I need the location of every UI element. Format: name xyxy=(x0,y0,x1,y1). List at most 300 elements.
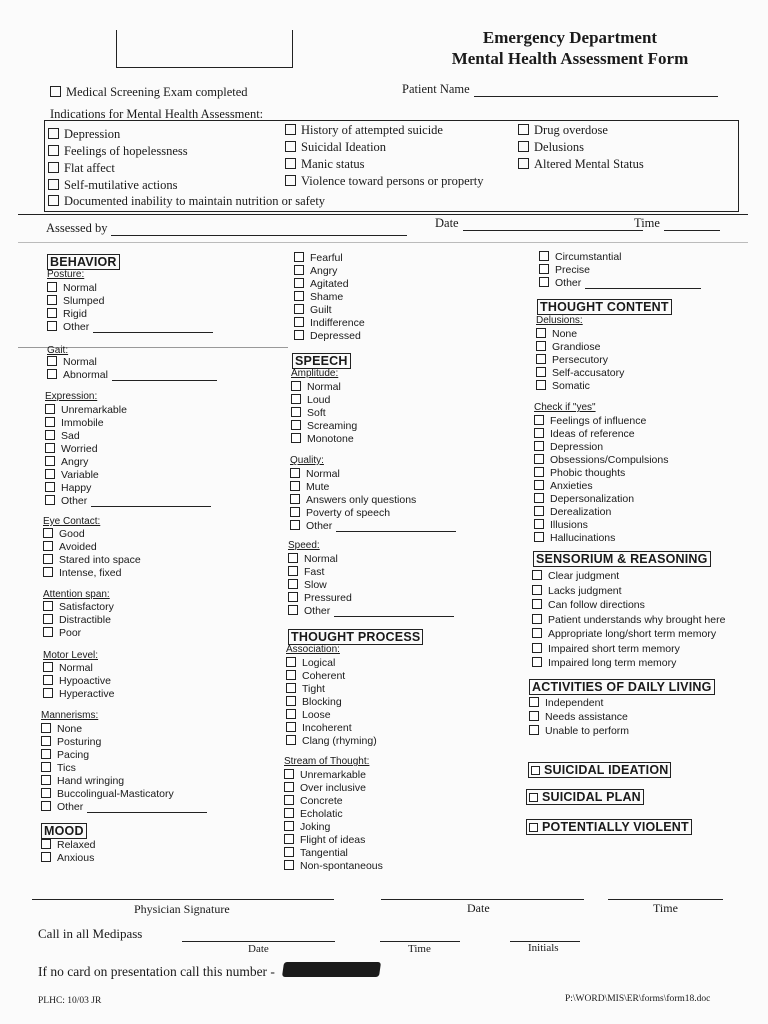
checkbox-icon xyxy=(532,570,542,580)
mannerism-other[interactable] xyxy=(41,801,207,813)
indication-suicidal-ideation[interactable] xyxy=(285,140,386,155)
gait-abnormal[interactable] xyxy=(47,369,217,381)
association-coherent[interactable] xyxy=(286,670,345,682)
thought-content-feelings-of-influence[interactable] xyxy=(534,415,646,427)
checkbox-label: Violence toward persons or property xyxy=(301,174,484,188)
checkbox-label: Tics xyxy=(57,762,76,774)
eye-contact-avoided[interactable] xyxy=(43,541,97,553)
checkbox-label: Hand wringing xyxy=(57,775,125,787)
mannerism-buccolingual-masticatory[interactable] xyxy=(41,788,174,800)
checkbox-icon xyxy=(286,657,296,667)
checkbox-label: Abnormal xyxy=(63,369,108,381)
posture-rigid[interactable] xyxy=(47,308,87,320)
motor-normal[interactable] xyxy=(43,662,93,674)
thought-process-circumstantial[interactable] xyxy=(539,251,622,263)
sensorium-impaired-long-term-memory[interactable] xyxy=(532,657,676,669)
eye-contact-label: Eye Contact: xyxy=(43,516,101,527)
checkbox-label: Circumstantial xyxy=(555,251,622,263)
association-blocking[interactable] xyxy=(286,696,342,708)
speed-normal[interactable] xyxy=(288,553,338,565)
checkbox-icon xyxy=(47,308,57,318)
checkbox-label: Depersonalization xyxy=(550,493,635,505)
sensorium-lacks-judgment[interactable] xyxy=(532,585,622,597)
checkbox-icon xyxy=(288,566,298,576)
mood-relaxed[interactable] xyxy=(41,839,96,851)
medipass-date-line xyxy=(182,941,335,942)
indication-depression[interactable] xyxy=(48,127,120,142)
checkbox-label: Altered Mental Status xyxy=(534,157,644,171)
checkbox-label: Other xyxy=(304,605,331,617)
quality-label: Quality: xyxy=(290,455,324,466)
amplitude-soft[interactable] xyxy=(291,407,326,419)
no-card-label xyxy=(38,964,275,980)
mood-anxious[interactable] xyxy=(41,852,94,864)
mannerism-tics[interactable] xyxy=(41,762,76,774)
checkbox-label: Patient understands why brought here xyxy=(548,613,726,626)
checkbox-label: Hyperactive xyxy=(59,688,115,700)
eye-contact-good[interactable] xyxy=(43,528,85,540)
checkbox-icon xyxy=(47,356,57,366)
other-input-line[interactable] xyxy=(112,380,217,381)
delusion-somatic[interactable] xyxy=(536,380,590,392)
checkbox-icon xyxy=(284,847,294,857)
checkbox-label: None xyxy=(57,723,83,735)
checkbox-label: Non-spontaneous xyxy=(300,860,383,872)
checkbox-icon xyxy=(43,554,53,564)
speed-slow[interactable] xyxy=(288,579,327,591)
stream-over-inclusive[interactable] xyxy=(284,782,366,794)
sensorium-patient-understands-why-brought-here[interactable] xyxy=(532,614,725,626)
thought-content-ideas-of-reference[interactable] xyxy=(534,428,635,440)
checkbox-icon xyxy=(45,482,55,492)
checkbox-icon xyxy=(285,158,296,169)
checkbox-icon xyxy=(48,162,59,173)
patient-name-field[interactable] xyxy=(402,82,718,97)
checkbox-icon xyxy=(41,762,51,772)
checkbox-icon xyxy=(534,493,544,503)
checkbox-label: Normal xyxy=(307,381,341,393)
date-line xyxy=(381,899,584,900)
checkbox-label: Screaming xyxy=(307,420,358,432)
checkbox-label: Incoherent xyxy=(302,722,352,734)
checkbox-icon xyxy=(284,821,294,831)
stream-flight-of-ideas[interactable] xyxy=(284,834,365,846)
mood-fearful[interactable] xyxy=(294,252,343,264)
adl-independent[interactable] xyxy=(529,697,603,709)
checkbox-icon xyxy=(286,709,296,719)
checkbox-icon xyxy=(532,657,542,667)
mood-indifference[interactable] xyxy=(294,317,365,329)
checkbox-label: Other xyxy=(61,495,88,507)
checkbox-icon xyxy=(532,585,542,595)
quality-normal[interactable] xyxy=(290,468,340,480)
amplitude-loud[interactable] xyxy=(291,394,330,406)
checkbox-icon xyxy=(536,367,546,377)
thought-content-illusions[interactable] xyxy=(534,519,588,531)
checkbox-icon xyxy=(286,735,296,745)
checkbox-icon xyxy=(288,605,298,615)
checkbox-label: Impaired long term memory xyxy=(548,657,677,669)
checkbox-label: Joking xyxy=(300,821,331,833)
checkbox-label: Normal xyxy=(59,662,93,674)
checkbox-label: Buccolingual-Masticatory xyxy=(57,788,174,800)
checkbox-label: Concrete xyxy=(300,795,343,807)
checkbox-icon xyxy=(43,688,53,698)
potentially-violent-checkbox[interactable] xyxy=(526,819,692,835)
checkbox-icon xyxy=(534,519,544,529)
indication-self-mutilative-actions[interactable] xyxy=(48,178,178,193)
thought-content-derealization[interactable] xyxy=(534,506,611,518)
expression-unremarkable[interactable] xyxy=(45,404,127,416)
expression-immobile[interactable] xyxy=(45,417,104,429)
checkbox-icon xyxy=(284,808,294,818)
indication-nutrition-safety[interactable] xyxy=(48,194,325,209)
indication-label: Documented inability to maintain nutrition or safety xyxy=(64,194,326,208)
checkbox-label: Feelings of influence xyxy=(550,415,647,427)
checkbox-label: Satisfactory xyxy=(59,601,114,613)
checkbox-label: Tangential xyxy=(300,847,348,859)
check-if-yes-label: Check if "yes" xyxy=(534,402,596,413)
amplitude-monotone[interactable] xyxy=(291,433,354,445)
checkbox-icon xyxy=(41,749,51,759)
checkbox-icon xyxy=(294,330,304,340)
checkbox-icon xyxy=(294,291,304,301)
mood-header: MOOD xyxy=(41,823,87,839)
expression-other[interactable] xyxy=(45,495,211,507)
checkbox-label: Variable xyxy=(61,469,99,481)
association-loose[interactable] xyxy=(286,709,331,721)
checkbox-icon xyxy=(47,321,57,331)
patient-name-label: Patient Name xyxy=(402,82,470,96)
speed-fast[interactable] xyxy=(288,566,324,578)
medipass-date-label: Date xyxy=(248,943,269,955)
checkbox-icon xyxy=(291,381,301,391)
checkbox-label: Depression xyxy=(64,127,121,141)
sensorium-reasoning-header: SENSORIUM & REASONING xyxy=(533,551,711,567)
association-tight[interactable] xyxy=(286,683,325,695)
stream-tangential[interactable] xyxy=(284,847,348,859)
checkbox-icon xyxy=(41,839,51,849)
checkbox-icon xyxy=(291,407,301,417)
suicidal-plan-checkbox[interactable] xyxy=(526,789,644,805)
checkbox-icon xyxy=(534,532,544,542)
eye-contact-stared-into-space[interactable] xyxy=(43,554,141,566)
checkbox-label: Self-accusatory xyxy=(552,367,625,379)
thought-process-other[interactable] xyxy=(539,277,701,289)
sensorium-impaired-short-term-memory[interactable] xyxy=(532,643,680,655)
checkbox-icon xyxy=(45,417,55,427)
speed-label: Speed: xyxy=(288,540,320,551)
checkbox-label: Independent xyxy=(545,697,604,709)
checkbox-icon xyxy=(285,141,296,152)
checkbox-label: Obsessions/Compulsions xyxy=(550,454,669,466)
stream-echolatic[interactable] xyxy=(284,808,343,820)
checkbox-label: Drug overdose xyxy=(534,123,608,137)
stream-non-spontaneous[interactable] xyxy=(284,860,383,872)
posture-slumped[interactable] xyxy=(47,295,104,307)
speed-pressured[interactable] xyxy=(288,592,352,604)
checkbox-label: Hallucinations xyxy=(550,532,616,544)
checkbox-icon xyxy=(532,643,542,653)
signature-line xyxy=(32,899,334,900)
checkbox-icon xyxy=(539,251,549,261)
adl-unable-to-perform[interactable] xyxy=(529,725,629,737)
thought-content-obsessions-compulsions[interactable] xyxy=(534,454,668,466)
checkbox-icon xyxy=(43,541,53,551)
association-logical[interactable] xyxy=(286,657,335,669)
checkbox-icon xyxy=(294,265,304,275)
checkbox-icon xyxy=(45,469,55,479)
checkbox-label: Immobile xyxy=(61,417,104,429)
checkbox-icon xyxy=(285,175,296,186)
checkbox-icon xyxy=(41,723,51,733)
checkbox-icon xyxy=(284,782,294,792)
checkbox-label: Avoided xyxy=(59,541,97,553)
sensorium-appropriate-long-short-term-memory[interactable] xyxy=(532,628,716,640)
thought-content-hallucinations[interactable] xyxy=(534,532,615,544)
checkbox-icon xyxy=(41,801,51,811)
checkbox-icon xyxy=(294,304,304,314)
indication-manic-status[interactable] xyxy=(285,157,365,172)
other-input-line[interactable] xyxy=(585,288,701,289)
signature-time-label: Time xyxy=(653,901,678,915)
checkbox-label: Somatic xyxy=(552,380,590,392)
indication-history-of-attempted-suicide[interactable] xyxy=(285,123,443,138)
checkbox-icon xyxy=(284,769,294,779)
checkbox-label: Poverty of speech xyxy=(306,507,391,519)
checkbox-icon xyxy=(47,369,57,379)
checkbox-label: Answers only questions xyxy=(306,494,417,506)
indications-label: Indications for Mental Health Assessment: xyxy=(50,107,264,121)
checkbox-label: Other xyxy=(555,277,582,289)
checkbox-label: Illusions xyxy=(550,519,588,531)
attention-distractible[interactable] xyxy=(43,614,111,626)
medipass-time-line xyxy=(380,941,460,942)
checkbox-label: Slumped xyxy=(63,295,105,307)
checkbox-label: Loose xyxy=(302,709,331,721)
medical-screening-checkbox[interactable] xyxy=(50,85,248,100)
indication-feelings-of-hopelessness[interactable] xyxy=(48,144,188,159)
other-input-line[interactable] xyxy=(87,812,207,813)
checkbox-label: Phobic thoughts xyxy=(550,467,626,479)
sensorium-can-follow-directions[interactable] xyxy=(532,599,645,611)
other-input-line[interactable] xyxy=(93,332,213,333)
checkbox-icon xyxy=(50,86,61,97)
quality-answers-only-questions[interactable] xyxy=(290,494,416,506)
quality-mute[interactable] xyxy=(290,481,329,493)
indication-drug-overdose[interactable] xyxy=(518,123,608,138)
checkbox-label: Grandiose xyxy=(552,341,601,353)
thought-content-anxieties[interactable] xyxy=(534,480,593,492)
attention-satisfactory[interactable] xyxy=(43,601,114,613)
checkbox-label: Angry xyxy=(310,265,338,277)
adl-needs-assistance[interactable] xyxy=(529,711,628,723)
checkbox-icon xyxy=(534,428,544,438)
motor-hyperactive[interactable] xyxy=(43,688,114,700)
stream-joking[interactable] xyxy=(284,821,330,833)
thought-process-precise[interactable] xyxy=(539,264,590,276)
checkbox-icon xyxy=(48,128,59,139)
checkbox-label: Echolatic xyxy=(300,808,343,820)
checkbox-icon xyxy=(41,852,51,862)
assessed-time-field[interactable] xyxy=(634,216,720,231)
activities-daily-living-header: ACTIVITIES OF DAILY LIVING xyxy=(529,679,715,695)
association-incoherent[interactable] xyxy=(286,722,352,734)
mood-shame[interactable] xyxy=(294,291,343,303)
association-label: Association: xyxy=(286,644,340,655)
checkbox-icon xyxy=(41,736,51,746)
indication-altered-mental-status[interactable] xyxy=(518,157,644,172)
potentially-violent-label: POTENTIALLY VIOLENT xyxy=(542,820,689,834)
checkbox-label: Delusions xyxy=(534,140,584,154)
checkbox-label: Pressured xyxy=(304,592,352,604)
checkbox-label: Flat affect xyxy=(64,161,115,175)
checkbox-label: Anxious xyxy=(57,852,95,864)
checkbox-label: Intense, fixed xyxy=(59,567,122,579)
quality-poverty-of-speech[interactable] xyxy=(290,507,390,519)
checkbox-label: Stared into space xyxy=(59,554,141,566)
delusion-grandiose[interactable] xyxy=(536,341,600,353)
delusion-self-accusatory[interactable] xyxy=(536,367,624,379)
checkbox-icon xyxy=(48,195,59,206)
expression-variable[interactable] xyxy=(45,469,99,481)
plhc-code: PLHC: 10/03 JR xyxy=(38,996,102,1006)
medipass-initials-label: Initials xyxy=(528,942,559,954)
checkbox-label: Tight xyxy=(302,683,325,695)
checkbox-label: Normal xyxy=(304,553,338,565)
checkbox-icon xyxy=(288,592,298,602)
mannerism-pacing[interactable] xyxy=(41,749,89,761)
checkbox-icon xyxy=(286,670,296,680)
other-input-line[interactable] xyxy=(334,616,454,617)
checkbox-label: Rigid xyxy=(63,308,87,320)
checkbox-icon xyxy=(529,793,538,802)
mannerism-posturing[interactable] xyxy=(41,736,101,748)
mannerism-hand-wringing[interactable] xyxy=(41,775,124,787)
checkbox-label: Can follow directions xyxy=(548,599,645,611)
checkbox-icon xyxy=(531,766,540,775)
indication-violence-toward-persons-or-property[interactable] xyxy=(285,174,484,189)
checkbox-icon xyxy=(45,495,55,505)
suicidal-ideation-label: SUICIDAL IDEATION xyxy=(544,763,669,777)
mood-guilt[interactable] xyxy=(294,304,332,316)
checkbox-icon xyxy=(536,380,546,390)
checkbox-icon xyxy=(536,341,546,351)
checkbox-icon xyxy=(529,823,538,832)
checkbox-label: Unremarkable xyxy=(61,404,127,416)
expression-happy[interactable] xyxy=(45,482,91,494)
checkbox-icon xyxy=(45,430,55,440)
expression-angry[interactable] xyxy=(45,456,88,468)
amplitude-screaming[interactable] xyxy=(291,420,357,432)
checkbox-icon xyxy=(529,697,539,707)
checkbox-label: Agitated xyxy=(310,278,349,290)
title-line-2: Mental Health Assessment Form xyxy=(451,49,689,68)
checkbox-label: Happy xyxy=(61,482,92,494)
mannerisms-label: Mannerisms: xyxy=(41,710,99,721)
checkbox-icon xyxy=(294,278,304,288)
checkbox-label: Good xyxy=(59,528,85,540)
checkbox-icon xyxy=(536,328,546,338)
checkbox-label: Suicidal Ideation xyxy=(301,140,387,154)
checkbox-label: Normal xyxy=(63,356,97,368)
thought-content-depersonalization[interactable] xyxy=(534,493,634,505)
checkbox-label: Blocking xyxy=(302,696,342,708)
checkbox-icon xyxy=(532,628,542,638)
checkbox-label: Worried xyxy=(61,443,98,455)
quality-other[interactable] xyxy=(290,520,456,532)
medipass-label: Call in all Medipass xyxy=(38,926,143,941)
form-title xyxy=(440,27,700,69)
association-clang-rhyming[interactable] xyxy=(286,735,377,747)
indication-flat-affect[interactable] xyxy=(48,161,115,176)
delusion-none[interactable] xyxy=(536,328,577,340)
checkbox-label: Angry xyxy=(61,456,89,468)
amplitude-normal[interactable] xyxy=(291,381,341,393)
mood-depressed[interactable] xyxy=(294,330,361,342)
attention-poor[interactable] xyxy=(43,627,81,639)
signature-date-label: Date xyxy=(467,901,490,915)
checkbox-label: Posturing xyxy=(57,736,102,748)
other-input-line[interactable] xyxy=(336,531,456,532)
checkbox-label: Shame xyxy=(310,291,344,303)
checkbox-label: Feelings of hopelessness xyxy=(64,144,188,158)
expression-sad[interactable] xyxy=(45,430,80,442)
checkbox-label: Unremarkable xyxy=(300,769,366,781)
stream-concrete[interactable] xyxy=(284,795,343,807)
checkbox-icon xyxy=(45,456,55,466)
checkbox-icon xyxy=(48,145,59,156)
suicidal-ideation-checkbox[interactable] xyxy=(528,762,671,778)
checkbox-icon xyxy=(288,553,298,563)
expression-worried[interactable] xyxy=(45,443,98,455)
redacted-phone-number xyxy=(282,962,381,977)
physician-signature-label: Physician Signature xyxy=(134,902,230,916)
checkbox-label: Sad xyxy=(61,430,80,442)
checkbox-label: Coherent xyxy=(302,670,346,682)
mannerism-none[interactable] xyxy=(41,723,82,735)
title-line-1: Emergency Department xyxy=(482,28,658,47)
checkbox-label: History of attempted suicide xyxy=(301,123,443,137)
checkbox-label: Normal xyxy=(306,468,340,480)
checkbox-label: Flight of ideas xyxy=(300,834,366,846)
assessed-by-field[interactable] xyxy=(46,221,407,236)
indication-delusions[interactable] xyxy=(518,140,584,155)
checkbox-label: Pacing xyxy=(57,749,90,761)
speed-other[interactable] xyxy=(288,605,454,617)
medical-screening-label: Medical Screening Exam completed xyxy=(66,85,248,99)
mood-agitated[interactable] xyxy=(294,278,349,290)
checkbox-label: Logical xyxy=(302,657,336,669)
eye-contact-intense-fixed[interactable] xyxy=(43,567,121,579)
other-input-line[interactable] xyxy=(91,506,211,507)
posture-normal[interactable] xyxy=(47,282,97,294)
motor-hypoactive[interactable] xyxy=(43,675,111,687)
stream-unremarkable[interactable] xyxy=(284,769,366,781)
checkbox-icon xyxy=(41,788,51,798)
checkbox-icon xyxy=(43,601,53,611)
gait-normal[interactable] xyxy=(47,356,97,368)
thought-content-depression[interactable] xyxy=(534,441,603,453)
assessed-date-field[interactable] xyxy=(435,216,643,231)
checkbox-label: Soft xyxy=(307,407,326,419)
delusion-persecutory[interactable] xyxy=(536,354,608,366)
checkbox-icon xyxy=(539,264,549,274)
mood-angry[interactable] xyxy=(294,265,337,277)
thought-content-phobic-thoughts[interactable] xyxy=(534,467,625,479)
posture-other[interactable] xyxy=(47,321,213,333)
sensorium-clear-judgment[interactable] xyxy=(532,570,619,582)
